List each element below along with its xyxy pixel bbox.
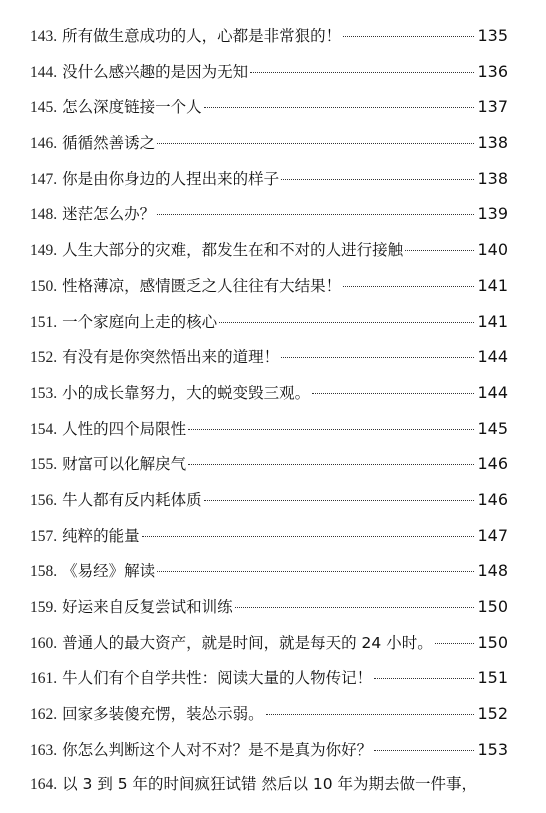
table-of-contents xyxy=(30,18,508,803)
toc-entry-title: 迷茫怎么办？ xyxy=(62,205,156,224)
toc-entry-page: 141 xyxy=(477,311,508,331)
toc-entry-page: 137 xyxy=(477,97,508,117)
dot-leader xyxy=(204,107,475,108)
toc-entry-title: 一个家庭向上走的核心 xyxy=(62,312,218,331)
toc-entry-title: 循循然善诱之 xyxy=(62,134,156,153)
toc-entry-164[interactable] xyxy=(30,767,508,803)
dot-leader xyxy=(219,322,474,323)
toc-entry-title: 没什么感兴趣的是因为无知 xyxy=(62,62,249,81)
toc-entry-page: 141 xyxy=(477,275,508,295)
toc-entry-number: 164. xyxy=(30,776,58,794)
toc-entry-151[interactable] xyxy=(30,304,508,340)
toc-entry-157[interactable] xyxy=(30,518,508,554)
toc-entry-number: 162. xyxy=(30,706,58,724)
toc-entry-page: 150 xyxy=(477,632,508,652)
toc-entry-number: 160. xyxy=(30,634,58,652)
dot-leader xyxy=(343,286,474,287)
toc-entry-number: 146. xyxy=(30,135,58,153)
dot-leader xyxy=(343,36,474,37)
toc-entry-title: 你怎么判断这个人对不对？是不是真为你好？ xyxy=(62,740,373,759)
toc-entry-title: 牛人都有反内耗体质 xyxy=(62,490,202,509)
toc-entry-title: 性格薄凉，感情匮乏之人往往有大结果！ xyxy=(62,276,342,295)
toc-entry-title: 有没有是你突然悟出来的道理！ xyxy=(62,348,280,367)
toc-entry-page: 151 xyxy=(477,668,508,688)
toc-entry-156[interactable] xyxy=(30,482,508,518)
toc-entry-title: 财富可以化解戾气 xyxy=(62,455,187,474)
toc-entry-page: 138 xyxy=(477,133,508,153)
toc-entry-number: 150. xyxy=(30,277,58,295)
toc-entry-number: 156. xyxy=(30,491,58,509)
toc-entry-158[interactable] xyxy=(30,553,508,589)
dot-leader xyxy=(435,643,475,644)
dot-leader xyxy=(312,393,474,394)
toc-entry-page: 152 xyxy=(477,704,508,724)
dot-leader xyxy=(188,429,474,430)
dot-leader xyxy=(235,607,475,608)
toc-entry-number: 148. xyxy=(30,206,58,224)
dot-leader xyxy=(157,214,474,215)
toc-entry-146[interactable] xyxy=(30,125,508,161)
toc-entry-163[interactable] xyxy=(30,732,508,768)
dot-leader xyxy=(250,72,474,73)
toc-entry-number: 154. xyxy=(30,420,58,438)
toc-entry-title: 《易经》解读 xyxy=(62,562,156,581)
toc-entry-number: 151. xyxy=(30,313,58,331)
toc-entry-title: 牛人们有个自学共性：阅读大量的人物传记！ xyxy=(62,669,373,688)
toc-entry-153[interactable] xyxy=(30,375,508,411)
dot-leader xyxy=(204,500,475,501)
toc-entry-page: 150 xyxy=(477,597,508,616)
toc-entry-148[interactable] xyxy=(30,196,508,232)
toc-entry-title: 回家多装傻充愣，装怂示弱。 xyxy=(62,705,264,724)
toc-entry-number: 161. xyxy=(30,670,58,688)
toc-entry-page: 148 xyxy=(477,561,508,581)
toc-entry-150[interactable] xyxy=(30,268,508,304)
toc-entry-number: 157. xyxy=(30,527,58,545)
toc-entry-number: 153. xyxy=(30,384,58,402)
toc-entry-title: 小的成长靠努力，大的蜕变毁三观。 xyxy=(62,383,311,402)
toc-entry-155[interactable] xyxy=(30,446,508,482)
toc-entry-145[interactable] xyxy=(30,89,508,125)
toc-entry-number: 163. xyxy=(30,741,58,759)
toc-entry-number: 155. xyxy=(30,456,58,474)
toc-entry-number: 158. xyxy=(30,563,58,581)
toc-entry-title: 人生大部分的灾难，都发生在和不对的人进行接触 xyxy=(62,241,404,260)
toc-entry-title: 你是由你身边的人捏出来的样子 xyxy=(62,169,280,188)
toc-entry-143[interactable] xyxy=(30,18,508,54)
toc-entry-title: 普通人的最大资产，就是时间，就是每天的 24 小时。 xyxy=(62,633,433,652)
dot-leader xyxy=(281,357,474,358)
dot-leader xyxy=(188,464,474,465)
dot-leader xyxy=(281,179,474,180)
toc-entry-page: 136 xyxy=(477,61,508,81)
toc-entry-147[interactable] xyxy=(30,161,508,197)
toc-entry-page: 139 xyxy=(477,204,508,224)
toc-entry-page: 140 xyxy=(477,240,508,260)
toc-entry-page: 144 xyxy=(477,382,508,402)
toc-entry-154[interactable] xyxy=(30,411,508,447)
toc-entry-149[interactable] xyxy=(30,232,508,268)
dot-leader xyxy=(374,750,474,751)
toc-entry-number: 145. xyxy=(30,99,58,117)
toc-entry-number: 159. xyxy=(30,599,58,616)
dot-leader xyxy=(266,714,475,715)
toc-entry-159[interactable] xyxy=(30,589,508,625)
toc-entry-161[interactable] xyxy=(30,660,508,696)
dot-leader xyxy=(157,143,474,144)
toc-entry-title: 怎么深度链接一个人 xyxy=(62,98,202,117)
dot-leader xyxy=(157,571,474,572)
toc-entry-page: 146 xyxy=(477,489,508,509)
toc-entry-page: 147 xyxy=(477,525,508,545)
toc-entry-144[interactable] xyxy=(30,54,508,90)
toc-entry-page: 145 xyxy=(477,418,508,438)
toc-entry-title: 人性的四个局限性 xyxy=(62,419,187,438)
toc-entry-title: 纯粹的能量 xyxy=(62,526,140,545)
toc-entry-title: 好运来自反复尝试和训练 xyxy=(62,598,233,616)
dot-leader xyxy=(142,536,475,537)
toc-entry-160[interactable] xyxy=(30,625,508,661)
dot-leader xyxy=(374,678,474,679)
toc-entry-page: 138 xyxy=(477,168,508,188)
toc-entry-152[interactable] xyxy=(30,339,508,375)
toc-entry-162[interactable] xyxy=(30,696,508,732)
toc-entry-page: 153 xyxy=(477,739,508,759)
toc-entry-number: 143. xyxy=(30,28,58,45)
toc-entry-page: 144 xyxy=(477,347,508,367)
toc-entry-title: 以 3 到 5 年的时间疯狂试错 然后以 10 年为期去做一件事， xyxy=(62,775,478,794)
toc-entry-number: 152. xyxy=(30,349,58,367)
dot-leader xyxy=(405,250,474,251)
toc-entry-page: 146 xyxy=(477,454,508,474)
toc-entry-page: 135 xyxy=(477,26,508,45)
toc-entry-title: 所有做生意成功的人，心都是非常狠的！ xyxy=(62,27,342,45)
toc-entry-number: 149. xyxy=(30,242,58,260)
toc-entry-number: 147. xyxy=(30,170,58,188)
toc-entry-number: 144. xyxy=(30,63,58,81)
